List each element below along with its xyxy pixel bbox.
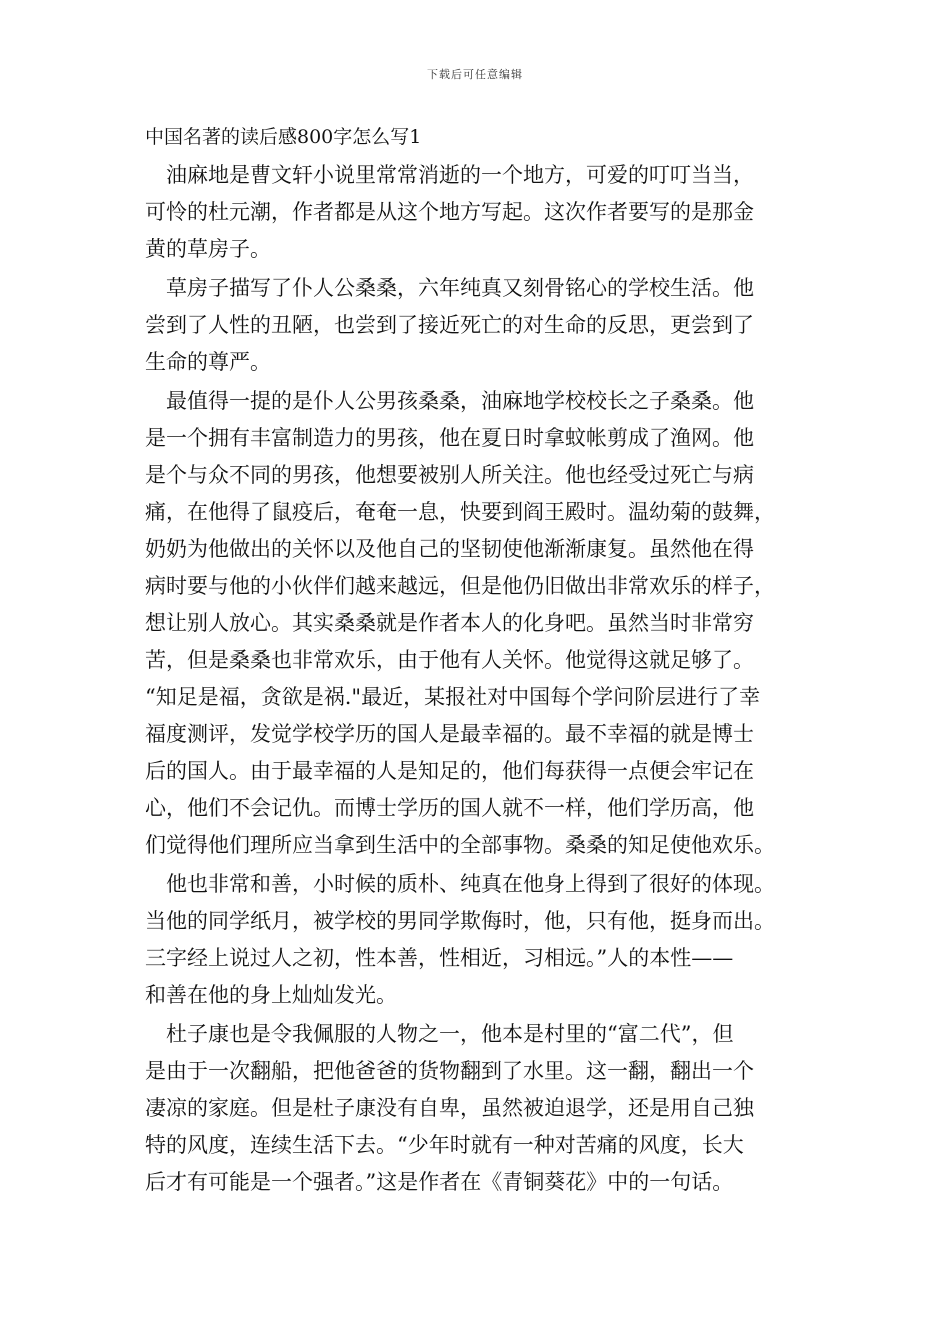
paragraph-line: 尝到了人性的丑陋，也尝到了接近死亡的对生命的反思，更尝到了	[145, 313, 754, 337]
header-note: 下载后可任意编辑	[427, 68, 523, 81]
paragraph-line: 凄凉的家庭。但是杜子康没有自卑，虽然被迫退学，还是用自己独	[145, 1096, 754, 1120]
paragraph-line: 苦，但是桑桑也非常欢乐，由于他有人关怀。他觉得这就足够了。	[145, 648, 754, 672]
paragraph-line: 和善在他的身上灿灿发光。	[145, 983, 397, 1007]
paragraph-line: 后才有可能是一个强者。”这是作者在《青铜葵花》中的一句话。	[145, 1170, 734, 1194]
paragraph-line: 奶奶为他做出的关怀以及他自己的坚韧使他渐渐康复。虽然他在得	[145, 537, 754, 561]
paragraph	[145, 383, 825, 864]
paragraph-line: 福度测评，发觉学校学历的国人是最幸福的。最不幸福的就是博士	[145, 722, 754, 746]
paragraph-line: 最值得一提的是仆人公男孩桑桑，油麻地学校校长之子桑桑。他	[145, 389, 754, 413]
paragraph	[145, 1016, 825, 1201]
paragraph-line: 黄的草房子。	[145, 237, 271, 261]
paragraph-line: 是个与众不同的男孩，他想要被别人所关注。他也经受过死亡与病	[145, 463, 754, 487]
paragraph-line: 油麻地是曹文轩小说里常常消逝的一个地方，可爱的叮叮当当，	[145, 163, 754, 187]
paragraph-line: 他也非常和善，小时候的质朴、纯真在他身上得到了很好的体现。	[145, 872, 775, 896]
paragraph-line: “知足是福，贪欲是祸."最近，某报社对中国每个学问阶层进行了幸	[145, 685, 761, 709]
paragraph-line: 三字经上说过人之初，性本善，性相近，习相远。”人的本性——	[145, 946, 734, 970]
paragraph-line: 痛，在他得了鼠疫后，奄奄一息，快要到阎王殿时。温幼菊的鼓舞，	[145, 500, 775, 524]
paragraph-line: 生命的尊严。	[145, 350, 271, 374]
paragraph-line: 心，他们不会记仇。而博士学历的国人就不一样，他们学历高，他	[145, 796, 754, 820]
paragraph-line: 是由于一次翻船，把他爸爸的货物翻到了水里。这一翻，翻出一个	[145, 1059, 754, 1083]
paragraph-line: 病时要与他的小伙伴们越来越远，但是他仍旧做出非常欢乐的样子，	[145, 574, 775, 598]
document-body	[145, 157, 825, 1203]
paragraph-line: 草房子描写了仆人公桑桑，六年纯真又刻骨铭心的学校生活。他	[145, 276, 754, 300]
paragraph-line: 可怜的杜元潮，作者都是从这个地方写起。这次作者要写的是那金	[145, 200, 754, 224]
paragraph	[145, 270, 825, 381]
paragraph-line: 是一个拥有丰富制造力的男孩，他在夏日时拿蚊帐剪成了渔网。他	[145, 426, 754, 450]
paragraph-line: 特的风度，连续生活下去。“少年时就有一种对苦痛的风度，长大	[145, 1133, 744, 1157]
paragraph-line: 想让别人放心。其实桑桑就是作者本人的化身吧。虽然当时非常穷	[145, 611, 754, 635]
paragraph-line: 杜子康也是令我佩服的人物之一，他本是村里的“富二代”，但	[145, 1022, 734, 1046]
paragraph-line: 们觉得他们理所应当拿到生活中的全部事物。桑桑的知足使他欢乐。	[145, 833, 775, 857]
document-title: 中国名著的读后感800字怎么写1	[145, 126, 422, 148]
paragraph-line: 后的国人。由于最幸福的人是知足的，他们每获得一点便会牢记在	[145, 759, 754, 783]
paragraph	[145, 157, 825, 268]
paragraph	[145, 866, 825, 1014]
paragraph-line: 当他的同学纸月，被学校的男同学欺侮时，他，只有他，挺身而出。	[145, 909, 775, 933]
